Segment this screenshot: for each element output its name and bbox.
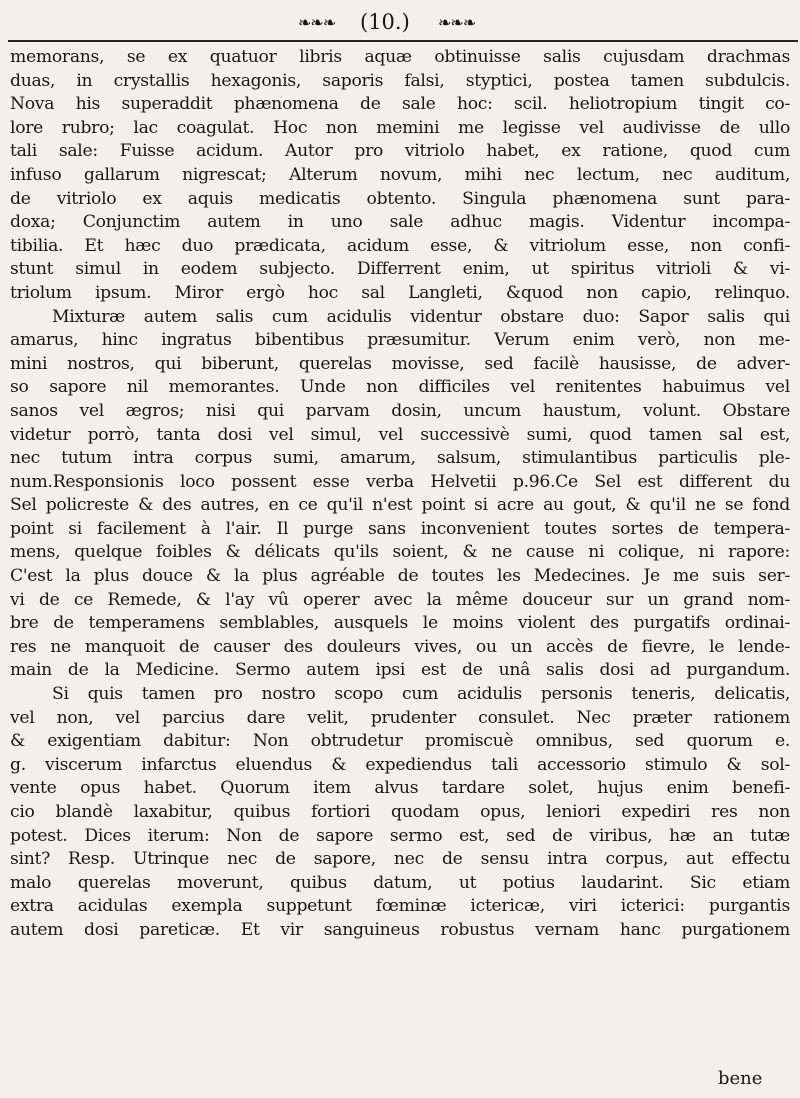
- catchword: bene: [718, 1068, 763, 1089]
- text-line: potest. Dices iterum: Non de sapore sermo est, sed de viribus, hæ an tutæ: [10, 825, 790, 846]
- page-number: (10.): [360, 10, 410, 34]
- text-line: vel non, vel parcius dare velit, prudenter consulet. Nec præter rationem: [10, 707, 790, 728]
- text-line: sanos vel ægros; nisi qui parvam dosin, uncum haustum, volunt. Obstare: [10, 400, 790, 421]
- text-line: tali sale: Fuisse acidum. Autor pro vitriolo habet, ex ratione, quod cum: [10, 141, 790, 162]
- text-line: doxa; Conjunctim autem in uno sale adhuc magis. Videntur incompa-: [10, 212, 790, 233]
- text-line: Sel policreste & des autres, en ce qu'il n'est point si acre au gout, & qu'il ne se fond: [10, 495, 790, 516]
- text-line: nec tutum intra corpus sumi, amarum, salsum, stimulantibus particulis ple-: [10, 448, 790, 469]
- text-line: sint? Resp. Utrinque nec de sapore, nec de sensu intra corpus, aut effectu: [10, 849, 790, 870]
- header-ornament-left: ❧❧❧: [298, 13, 336, 32]
- text-line: mini nostros, qui biberunt, querelas movisse, sed facilè hausisse, de adver-: [10, 353, 790, 374]
- text-line: de vitriolo ex aquis medicatis obtento. Singula phænomena sunt para-: [10, 188, 790, 209]
- text-line: Si quis tamen pro nostro scopo cum acidulis personis teneris, delicatis,: [52, 684, 790, 705]
- text-line: so sapore nil memorantes. Unde non difficiles vel renitentes habuimus vel: [10, 377, 790, 398]
- text-line: num.Responsionis loco possent esse verba Helvetii p.96.Ce Sel est different du: [10, 471, 790, 492]
- text-line: mens, quelque foibles & délicats qu'ils soient, & ne cause ni colique, ni rapore:: [10, 542, 790, 563]
- text-line: point si facilement à l'air. Il purge sans inconvenient toutes sortes de tempera-: [10, 518, 790, 539]
- text-line: res ne manquoit de causer des douleurs vives, ou un accès de fievre, le lende-: [10, 636, 790, 657]
- text-line: extra acidulas exempla suppetunt fœminæ ictericæ, viri icterici: purgantis: [10, 896, 790, 917]
- text-line: lore rubro; lac coagulat. Hoc non memini me legisse vel audivisse de ullo: [10, 117, 790, 138]
- body-text: [10, 46, 790, 943]
- text-line: vente opus habet. Quorum item alvus tardare solet, hujus enim benefi-: [10, 778, 790, 799]
- text-line: memorans, se ex quatuor libris aquæ obtinuisse salis cujusdam drachmas: [10, 47, 790, 67]
- header-rule: [8, 40, 798, 42]
- text-line: stunt simul in eodem subjecto. Differrent enim, ut spiritus vitrioli & vi-: [10, 259, 790, 280]
- text-line: videtur porrò, tanta dosi vel simul, vel successivè sumi, quod tamen sal est,: [10, 424, 790, 445]
- text-line: vi de ce Remede, & l'ay vû operer avec la même douceur sur un grand nom-: [10, 589, 790, 610]
- text-line: duas, in crystallis hexagonis, saporis falsi, styptici, postea tamen subdulcis.: [10, 70, 790, 91]
- page-header: [0, 6, 800, 38]
- text-line: infuso gallarum nigrescat; Alterum novum, mihi nec lectum, nec auditum,: [10, 164, 790, 185]
- text-line: g. viscerum infarctus eluendus & expediendus tali accessorio stimulo & sol-: [10, 754, 790, 775]
- text-line: Mixturæ autem salis cum acidulis videntur obstare duo: Sapor salis qui: [52, 306, 790, 327]
- text-line: autem dosi pareticæ. Et vir sanguineus robustus vernam hanc purgationem: [10, 919, 790, 940]
- header-ornament-right: ❧❧❧: [438, 13, 476, 32]
- text-line: malo querelas moverunt, quibus datum, ut potius laudarint. Sic etiam: [10, 872, 790, 893]
- text-line: cio blandè laxabitur, quibus fortiori quodam opus, leniori expediri res non: [10, 802, 790, 822]
- text-line: triolum ipsum. Miror ergò hoc sal Langleti, &quod non capio, relinquo.: [10, 282, 790, 303]
- text-line: tibilia. Et hæc duo prædicata, acidum esse, & vitriolum esse, non confi-: [10, 235, 790, 256]
- text-line: bre de temperamens semblables, ausquels le moins violent des purgatifs ordinai-: [10, 613, 790, 634]
- text-line: C'est la plus douce & la plus agréable de toutes les Medecines. Je me suis ser-: [10, 566, 790, 587]
- text-line: main de la Medicine. Sermo autem ipsi est de unâ salis dosi ad purgandum.: [10, 660, 790, 681]
- text-line: & exigentiam dabitur: Non obtrudetur promiscuè omnibus, sed quorum e.: [10, 731, 790, 752]
- text-line: amarus, hinc ingratus bibentibus præsumitur. Verum enim verò, non me-: [10, 330, 790, 351]
- text-line: Nova his superaddit phænomena de sale hoc: scil. heliotropium tingit co-: [10, 94, 790, 115]
